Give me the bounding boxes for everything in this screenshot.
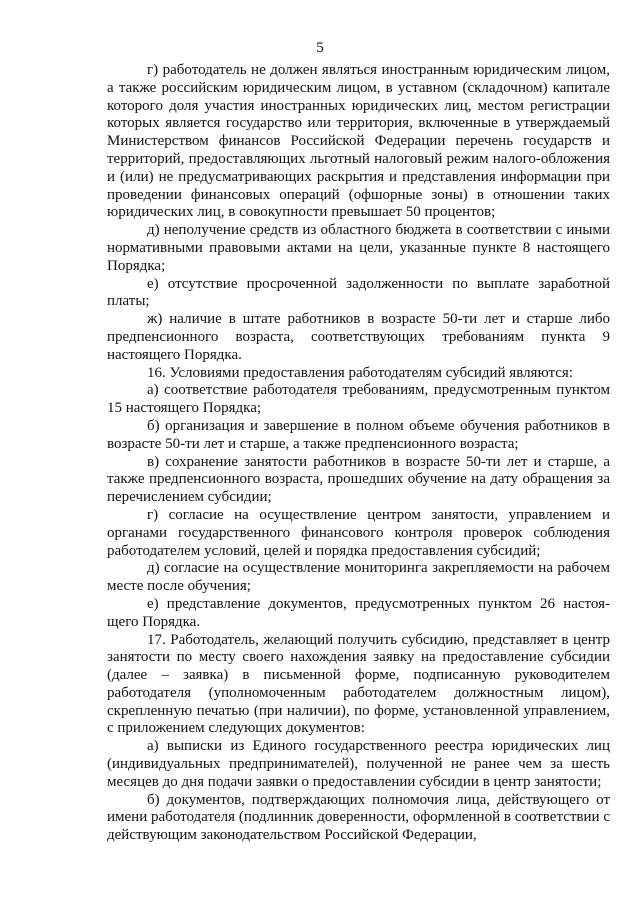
page-number: 5	[316, 40, 324, 56]
paragraph-16e: е) представление документов, предусмотренных пунктом 26 настоя-щего Порядка.	[107, 595, 610, 630]
paragraph-17: 17. Работодатель, желающий получить субсидию, представляет в центр занятости по месту своего нахождения заявку на предоставление субсидии (далее – заявка) в письменной форме, подписанную руководителем работодателя (уполномоченным работодателем должностным лицом), скрепленную печатью (при наличии), по форме, установленной управлением, с приложением следующих документов:	[107, 631, 610, 737]
paragraph-16d: д) согласие на осуществление мониторинга закрепляемости на рабочем месте после обучения;	[107, 560, 610, 595]
paragraph-17b: б) документов, подтверждающих полномочия лица, действующего от имени работодателя (подлинник доверенности, оформленной в соответствии с действующим законодательством Российской Федерации,	[107, 791, 610, 844]
paragraph-16b: б) организация и завершение в полном объеме обучения работников в возрасте 50-ти лет и старше, а также предпенсионного возраста;	[107, 417, 610, 452]
paragraph-15e: е) отсутствие просроченной задолженности по выплате заработной платы;	[107, 275, 610, 310]
paragraph-16: 16. Условиями предоставления работодателям субсидий являются:	[147, 364, 573, 381]
paragraph-15g: г) работодатель не должен являться иностранным юридическим лицом, а также российским юридическим лицом, в уставном (складочном) капитале которого доля участия иностранных юридических лиц, местом регистрации которых является государство или территория, включенные в утверждаемый Министерством финансов Российской Федерации перечень государств и территорий, предоставляющих льготный налоговый режим налого-обложения и (или) не предусматривающих раскрытия и представления информации при проведении финансовых операций (офшорные зоны) в отношении таких юридических лиц, в совокупности превышает 50 процентов;	[107, 62, 610, 221]
paragraph-16a: а) соответствие работодателя требованиям, предусмотренным пунктом 15 настоящего Порядка;	[107, 382, 610, 417]
paragraph-15zh: ж) наличие в штате работников в возрасте 50-ти лет и старше либо предпенсионного возраста, соответствующих требованиям пункта 9 настоящего Порядка.	[107, 311, 610, 363]
paragraph-16g: г) согласие на осуществление центром занятости, управлением и органами государственного финансового контроля проверок соблюдения работодателем условий, целей и порядка предоставления субсидий;	[107, 506, 610, 559]
paragraph-17a: а) выписки из Единого государственного реестра юридических лиц (индивидуальных предпринимателей), полученной не ранее чем за шесть месяцев до дня подачи заявки о предоставлении субсидии в центр занятости;	[107, 738, 610, 790]
paragraph-15d: д) неполучение средств из областного бюджета в соответствии с иными нормативными правовыми актами на цели, указанные пункте 8 настоящего Порядка;	[107, 222, 610, 274]
document-body	[107, 62, 610, 845]
paragraph-16v: в) сохранение занятости работников в возрасте 50-ти лет и старше, а также предпенсионного возраста, прошедших обучение на дату обращения за перечислением субсидии;	[107, 453, 610, 506]
